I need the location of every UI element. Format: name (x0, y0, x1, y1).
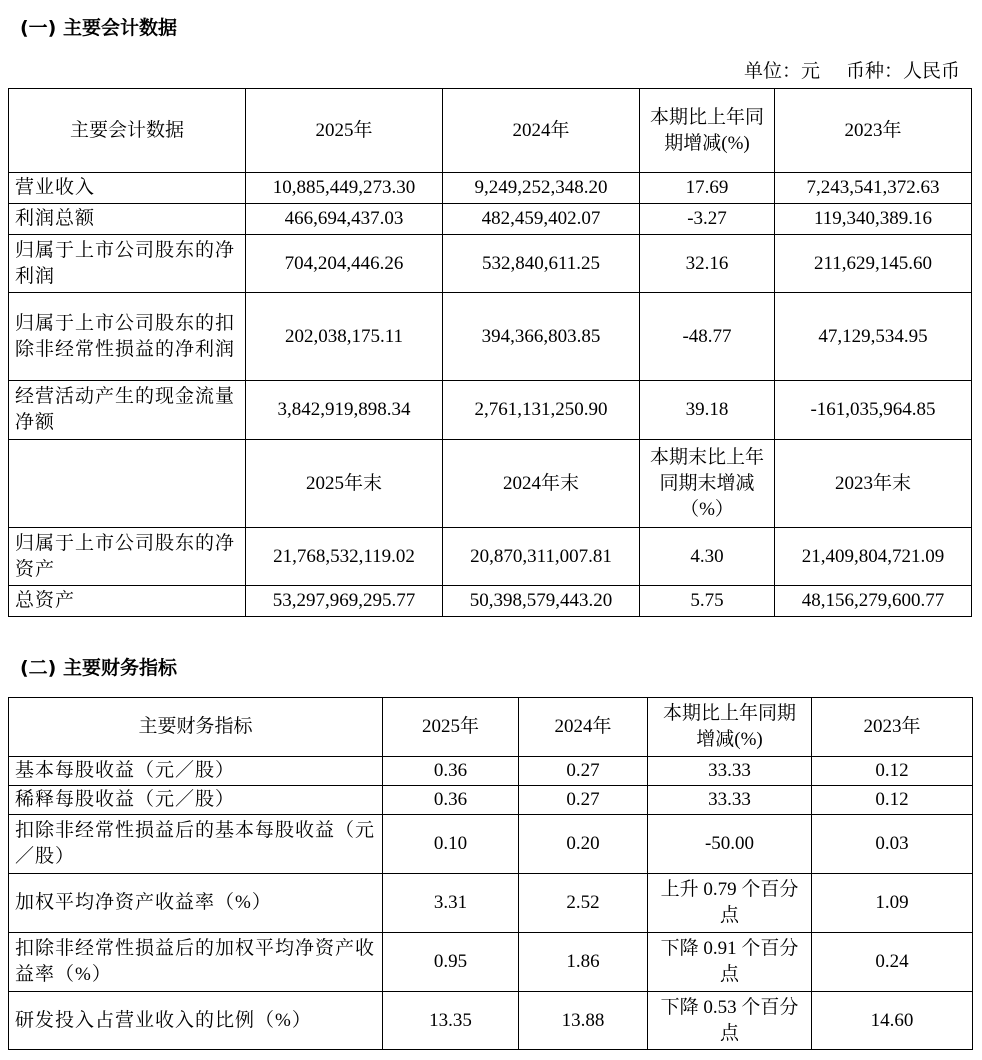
row-label: 归属于上市公司股东的净资产 (9, 528, 246, 586)
value-cell: 0.10 (383, 815, 519, 874)
row-label: 加权平均净资产收益率（%） (9, 874, 383, 933)
value-cell: 532,840,611.25 (443, 235, 640, 293)
value-cell: 482,459,402.07 (443, 204, 640, 235)
value-cell: 0.20 (519, 815, 648, 874)
header-cell: 本期末比上年同期末增减（%） (640, 440, 775, 528)
row-label: 归属于上市公司股东的净利润 (9, 235, 246, 293)
value-cell: 202,038,175.11 (246, 293, 443, 381)
value-cell: 14.60 (812, 992, 973, 1050)
accounting-data-table (8, 88, 972, 617)
header-cell: 2023年 (812, 698, 973, 757)
value-cell: 0.36 (383, 757, 519, 786)
value-cell: 7,243,541,372.63 (775, 173, 972, 204)
header-cell: 2024年 (519, 698, 648, 757)
value-cell: 21,768,532,119.02 (246, 528, 443, 586)
row-label: 扣除非经常性损益后的基本每股收益（元／股） (9, 815, 383, 874)
header-cell: 2023年 (775, 89, 972, 173)
value-cell: 0.12 (812, 786, 973, 815)
header-cell: 本期比上年同期增减(%) (640, 89, 775, 173)
table-subheader-row (9, 440, 972, 528)
row-label: 经营活动产生的现金流量净额 (9, 381, 246, 440)
table-row (9, 874, 973, 933)
header-cell: 2025年末 (246, 440, 443, 528)
row-label: 基本每股收益（元／股） (9, 757, 383, 786)
row-label: 归属于上市公司股东的扣除非经常性损益的净利润 (9, 293, 246, 381)
header-cell: 主要财务指标 (9, 698, 383, 757)
change-cell: -3.27 (640, 204, 775, 235)
change-cell: 上升 0.79 个百分点 (648, 874, 812, 933)
header-cell: 本期比上年同期增减(%) (648, 698, 812, 757)
header-cell: 主要会计数据 (9, 89, 246, 173)
change-cell: -50.00 (648, 815, 812, 874)
table-row (9, 381, 972, 440)
value-cell: 13.35 (383, 992, 519, 1050)
header-cell: 2025年 (383, 698, 519, 757)
currency-label: 币种：人民币 (845, 61, 960, 82)
change-cell: -48.77 (640, 293, 775, 381)
table-row (9, 293, 972, 381)
value-cell: 2.52 (519, 874, 648, 933)
unit-label: 单位：元 (743, 61, 820, 82)
table-row (9, 992, 973, 1050)
value-cell: 20,870,311,007.81 (443, 528, 640, 586)
value-cell: 0.36 (383, 786, 519, 815)
value-cell: 0.27 (519, 757, 648, 786)
table-row (9, 528, 972, 586)
value-cell: 0.03 (812, 815, 973, 874)
header-cell: 2024年 (443, 89, 640, 173)
change-cell: 下降 0.91 个百分点 (648, 933, 812, 992)
table-row (9, 757, 973, 786)
change-cell: 17.69 (640, 173, 775, 204)
change-cell: 下降 0.53 个百分点 (648, 992, 812, 1050)
value-cell: 466,694,437.03 (246, 204, 443, 235)
value-cell: 47,129,534.95 (775, 293, 972, 381)
value-cell: 0.95 (383, 933, 519, 992)
unit-currency-line (744, 60, 960, 84)
value-cell: 0.12 (812, 757, 973, 786)
header-cell: 2023年末 (775, 440, 972, 528)
table-row (9, 815, 973, 874)
section-title-accounting-data: (一) 主要会计数据 (20, 17, 177, 39)
value-cell: 1.09 (812, 874, 973, 933)
row-label: 总资产 (9, 586, 246, 617)
value-cell: 2,761,131,250.90 (443, 381, 640, 440)
financial-indicators-table (8, 697, 973, 1050)
change-cell: 33.33 (648, 757, 812, 786)
value-cell: 21,409,804,721.09 (775, 528, 972, 586)
change-cell: 5.75 (640, 586, 775, 617)
change-cell: 32.16 (640, 235, 775, 293)
value-cell: 1.86 (519, 933, 648, 992)
table-row (9, 933, 973, 992)
row-label: 扣除非经常性损益后的加权平均净资产收益率（%） (9, 933, 383, 992)
row-label: 研发投入占营业收入的比例（%） (9, 992, 383, 1050)
header-cell: 2024年末 (443, 440, 640, 528)
table-row (9, 586, 972, 617)
table-row (9, 786, 973, 815)
value-cell: 3,842,919,898.34 (246, 381, 443, 440)
change-cell: 39.18 (640, 381, 775, 440)
table-row (9, 235, 972, 293)
header-cell (9, 440, 246, 528)
change-cell: 33.33 (648, 786, 812, 815)
table-row (9, 204, 972, 235)
row-label: 营业收入 (9, 173, 246, 204)
value-cell: 3.31 (383, 874, 519, 933)
row-label: 利润总额 (9, 204, 246, 235)
value-cell: 50,398,579,443.20 (443, 586, 640, 617)
header-cell: 2025年 (246, 89, 443, 173)
row-label: 稀释每股收益（元／股） (9, 786, 383, 815)
value-cell: 53,297,969,295.77 (246, 586, 443, 617)
value-cell: 0.27 (519, 786, 648, 815)
change-cell: 4.30 (640, 528, 775, 586)
section-title-financial-indicators: (二) 主要财务指标 (20, 657, 177, 679)
value-cell: 9,249,252,348.20 (443, 173, 640, 204)
value-cell: 394,366,803.85 (443, 293, 640, 381)
value-cell: -161,035,964.85 (775, 381, 972, 440)
table-header-row (9, 698, 973, 757)
value-cell: 704,204,446.26 (246, 235, 443, 293)
value-cell: 13.88 (519, 992, 648, 1050)
table-row (9, 173, 972, 204)
value-cell: 119,340,389.16 (775, 204, 972, 235)
value-cell: 0.24 (812, 933, 973, 992)
table-header-row (9, 89, 972, 173)
value-cell: 10,885,449,273.30 (246, 173, 443, 204)
value-cell: 211,629,145.60 (775, 235, 972, 293)
value-cell: 48,156,279,600.77 (775, 586, 972, 617)
